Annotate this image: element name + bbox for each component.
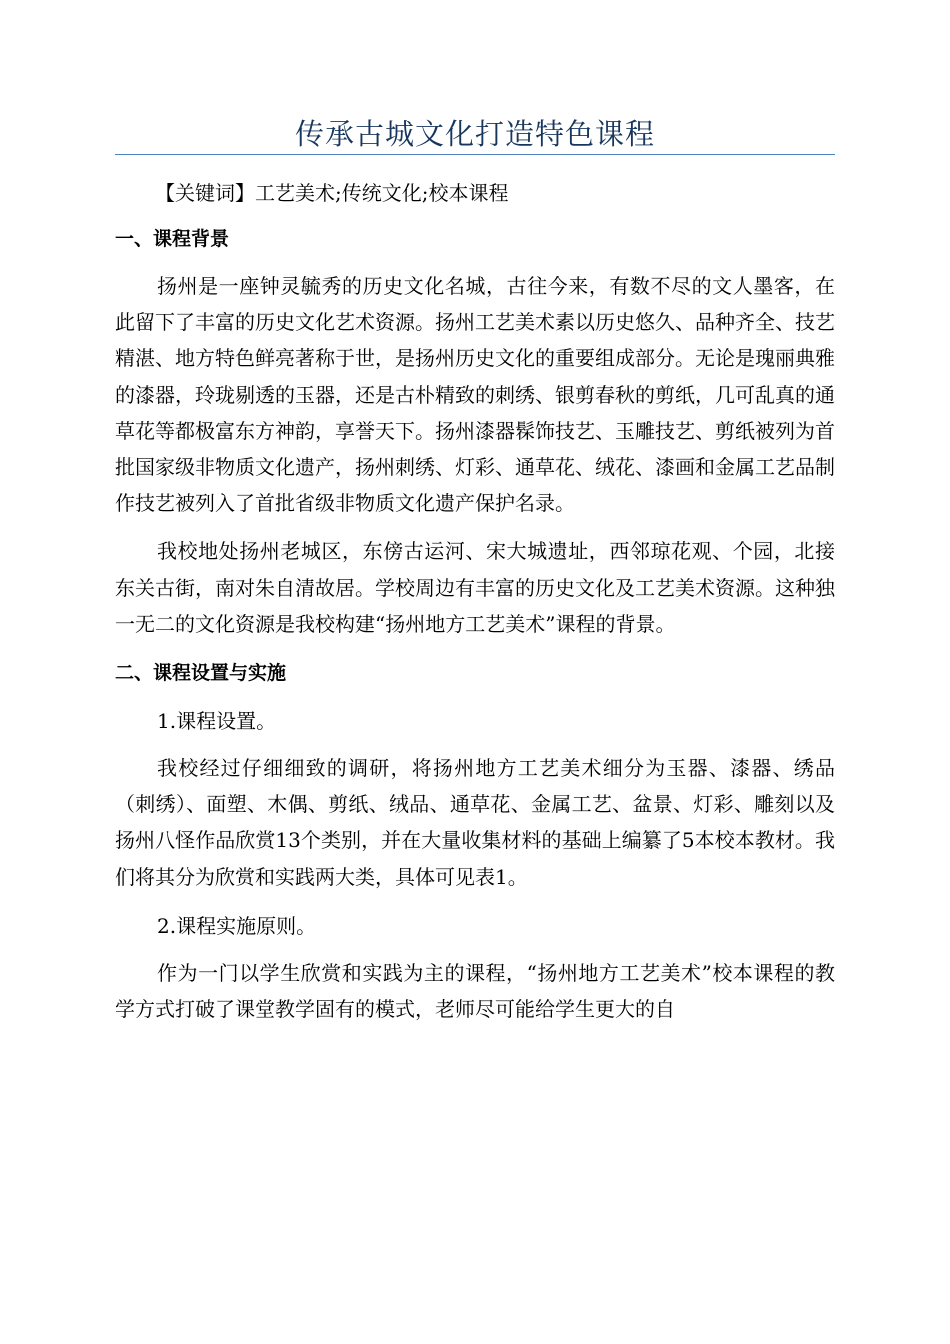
document-title: 传承古城文化打造特色课程 — [294, 117, 655, 151]
title-underline — [115, 154, 835, 155]
paragraph: 我校地处扬州老城区，东傍古运河、宋大城遗址，西邻琼花观、个园，北接东关古街，南对朱自清故居。学校周边有丰富的历史文化及工艺美术资源。这种独一无二的文化资源是我校构建“扬州地方工艺美术”课程的背景。 — [115, 539, 835, 636]
document-body — [115, 174, 835, 1039]
paragraph: 作为一门以学生欣赏和实践为主的课程，“扬州地方工艺美术”校本课程的教学方式打破了课堂教学固有的模式，老师尽可能给学生更大的自 — [115, 960, 835, 1022]
subheading-principles: 2.课程实施原则。 — [157, 913, 317, 938]
keywords-line: 【关键词】工艺美术;传统文化;校本课程 — [155, 181, 509, 205]
subheading-course-setup: 1.课程设置。 — [157, 709, 277, 734]
paragraph: 扬州是一座钟灵毓秀的历史文化名城，古往今来，有数不尽的文人墨客，在此留下了丰富的历史文化艺术资源。扬州工艺美术素以历史悠久、品种齐全、技艺精湛、地方特色鲜亮著称于世，是扬州历史文化的重要组成部分。无论是瑰丽典雅的漆器，玲珑剔透的玉器，还是古朴精致的刺绣、银剪春秋的剪纸，几可乱真的通草花等都极富东方神韵，享誉天下。扬州漆器髹饰技艺、玉雕技艺、剪纸被列为首批国家级非物质文化遗产，扬州刺绣、灯彩、通草花、绒花、漆画和金属工艺品制作技艺被列入了首批省级非物质文化遗产保护名录。 — [115, 274, 835, 516]
paragraph: 我校经过仔细细致的调研，将扬州地方工艺美术细分为玉器、漆器、绣品（刺绣）、面塑、木偶、剪纸、绒品、通草花、金属工艺、盆景、灯彩、雕刻以及扬州八怪作品欣赏13个类别，并在大量收集材料的基础上编纂了5本校本教材。我们将其分为欣赏和实践两大类，具体可见表1。 — [115, 756, 835, 889]
section-heading-setup: 二、课程设置与实施 — [115, 662, 287, 685]
section-heading-background: 一、课程背景 — [115, 228, 230, 250]
